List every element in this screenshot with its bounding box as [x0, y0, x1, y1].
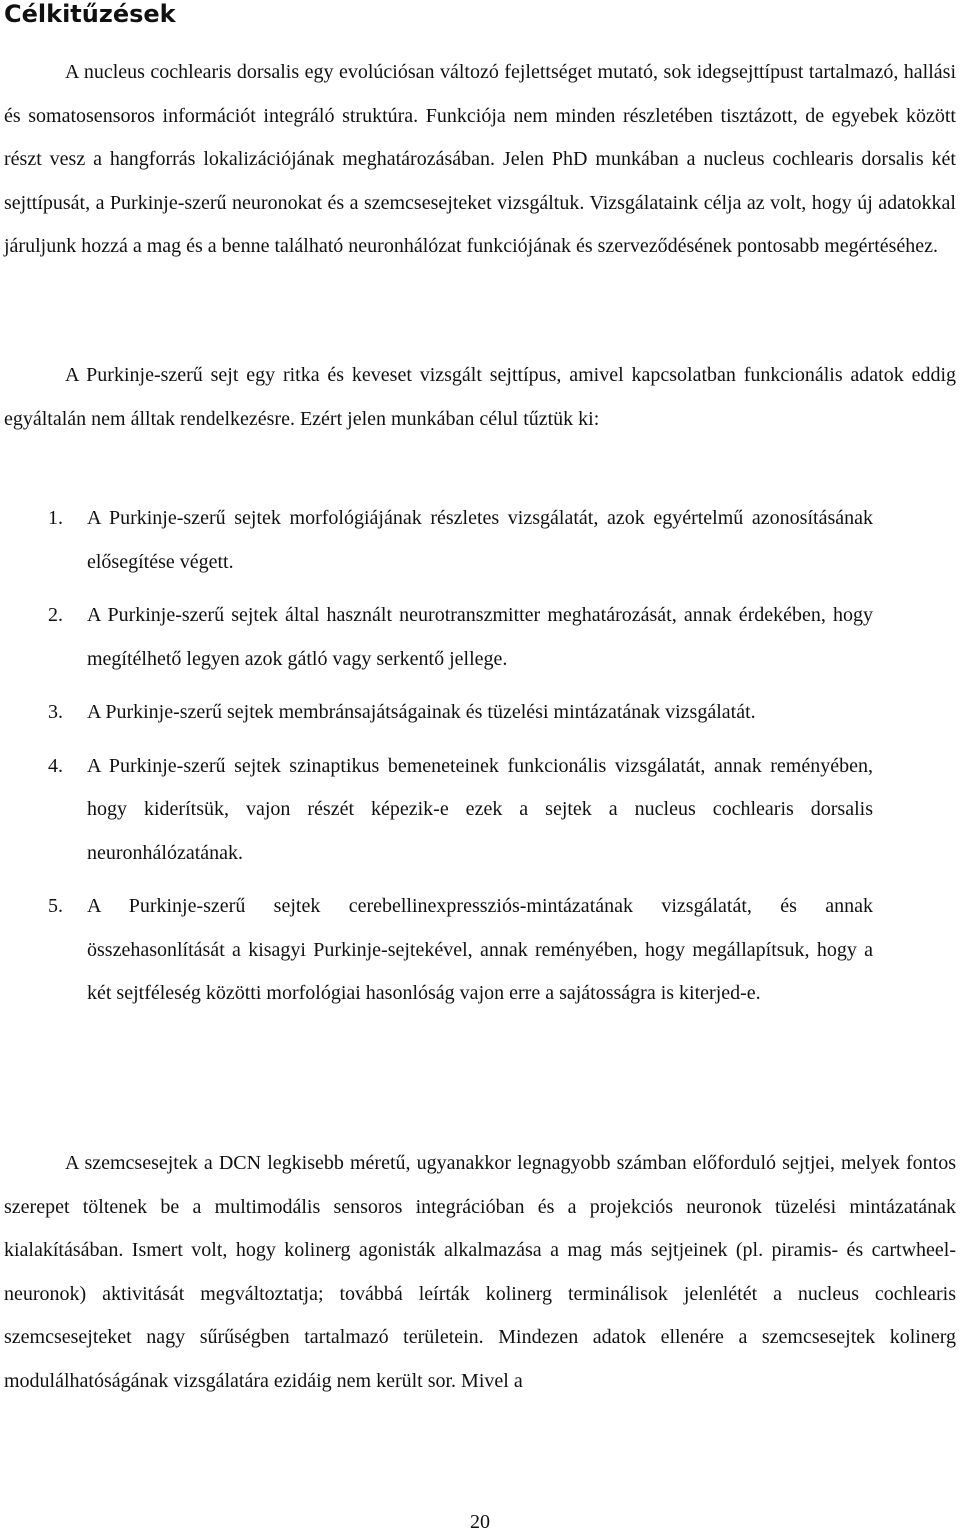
intro-paragraph: A nucleus cochlearis dorsalis egy evolúciósan változó fejlettséget mutató, sok idegsejttípust tartalmazó, hallási és somatosensoros információt integráló struktúra. Funkciója nem minden részletében tisztázott, de egyebek között részt vesz a hangforrás lokalizációjának meghatározásában. Jelen PhD munkában a nucleus cochlearis dorsalis két sejttípusát, a Purkinje-szerű neuronokat és a szemcsesejteket vizsgáltuk. Vizsgálataink célja az volt, hogy új adatokkal járuljunk hozzá a mag és a benne található neuronhálózat funkciójának és szerveződésének pontosabb megértéséhez.	[4, 61, 956, 257]
page-number: 20	[470, 1511, 490, 1533]
objective-text: A Purkinje-szerű sejtek morfológiájának részletes vizsgálatát, azok egyértelmű azonosításának elősegítése végett.	[87, 507, 873, 573]
objective-number: 3.	[48, 701, 63, 723]
objective-text: A Purkinje-szerű sejtek szinaptikus bemeneteinek funkcionális vizsgálatát, annak reményében, hogy kiderítsük, vajon részét képezik-e ezek a sejtek a nucleus cochlearis dorsalis neuronhálózatának.	[87, 754, 873, 864]
objective-number: 1.	[48, 507, 63, 529]
purkinje-paragraph: A Purkinje-szerű sejt egy ritka és keveset vizsgált sejttípus, amivel kapcsolatban funkcionális adatok eddig egyáltalán nem álltak rendelkezésre. Ezért jelen munkában célul tűztük ki:	[4, 364, 956, 430]
objective-text: A Purkinje-szerű sejtek által használt neurotranszmitter meghatározását, annak érdekében, hogy megítélhető legyen azok gátló vagy serkentő jellege.	[87, 604, 873, 670]
objective-text: A Purkinje-szerű sejtek cerebellinexpressziós-mintázatának vizsgálatát, és annak összehasonlítását a kisagyi Purkinje-sejtekével, annak reményében, hogy megállapítsuk, hogy a két sejtféleség közötti morfológiai hasonlóság vajon erre a sajátosságra is kiterjed-e.	[87, 895, 873, 1004]
objective-item	[0, 497, 960, 584]
objectives-list	[0, 497, 960, 1026]
objective-item	[0, 594, 960, 681]
objective-number: 4.	[48, 754, 63, 777]
objective-number: 5.	[48, 895, 63, 917]
granule-cell-paragraph: A szemcsesejtek a DCN legkisebb méretű, ugyanakkor legnagyobb számban előforduló sejtjei, melyek fontos szerepet töltenek be a multimodális sensoros integrációban és a projekciós neuronok tüzelési mintázatának kialakításában. Ismert volt, hogy kolinerg agonisták alkalmazása a mag más sejtjeinek (pl. piramis- és cartwheel-neuronok) aktivitását megváltoztatja; továbbá leírták kolinerg terminálisok jelenlétét a nucleus cochlearis szemcsesejteket nagy sűrűségben tartalmazó területein. Mindezen adatok ellenére a szemcsesejtek kolinerg modulálhatóságának vizsgálatára ezidáig nem került sor. Mivel a	[4, 1152, 956, 1392]
objective-item	[0, 745, 960, 876]
objective-item	[0, 691, 960, 735]
section-heading: Célkitűzések	[4, 0, 176, 28]
objective-number: 2.	[48, 604, 63, 626]
objective-item	[0, 885, 960, 1016]
objective-text: A Purkinje-szerű sejtek membránsajátságainak és tüzelési mintázatának vizsgálatát.	[87, 701, 756, 723]
